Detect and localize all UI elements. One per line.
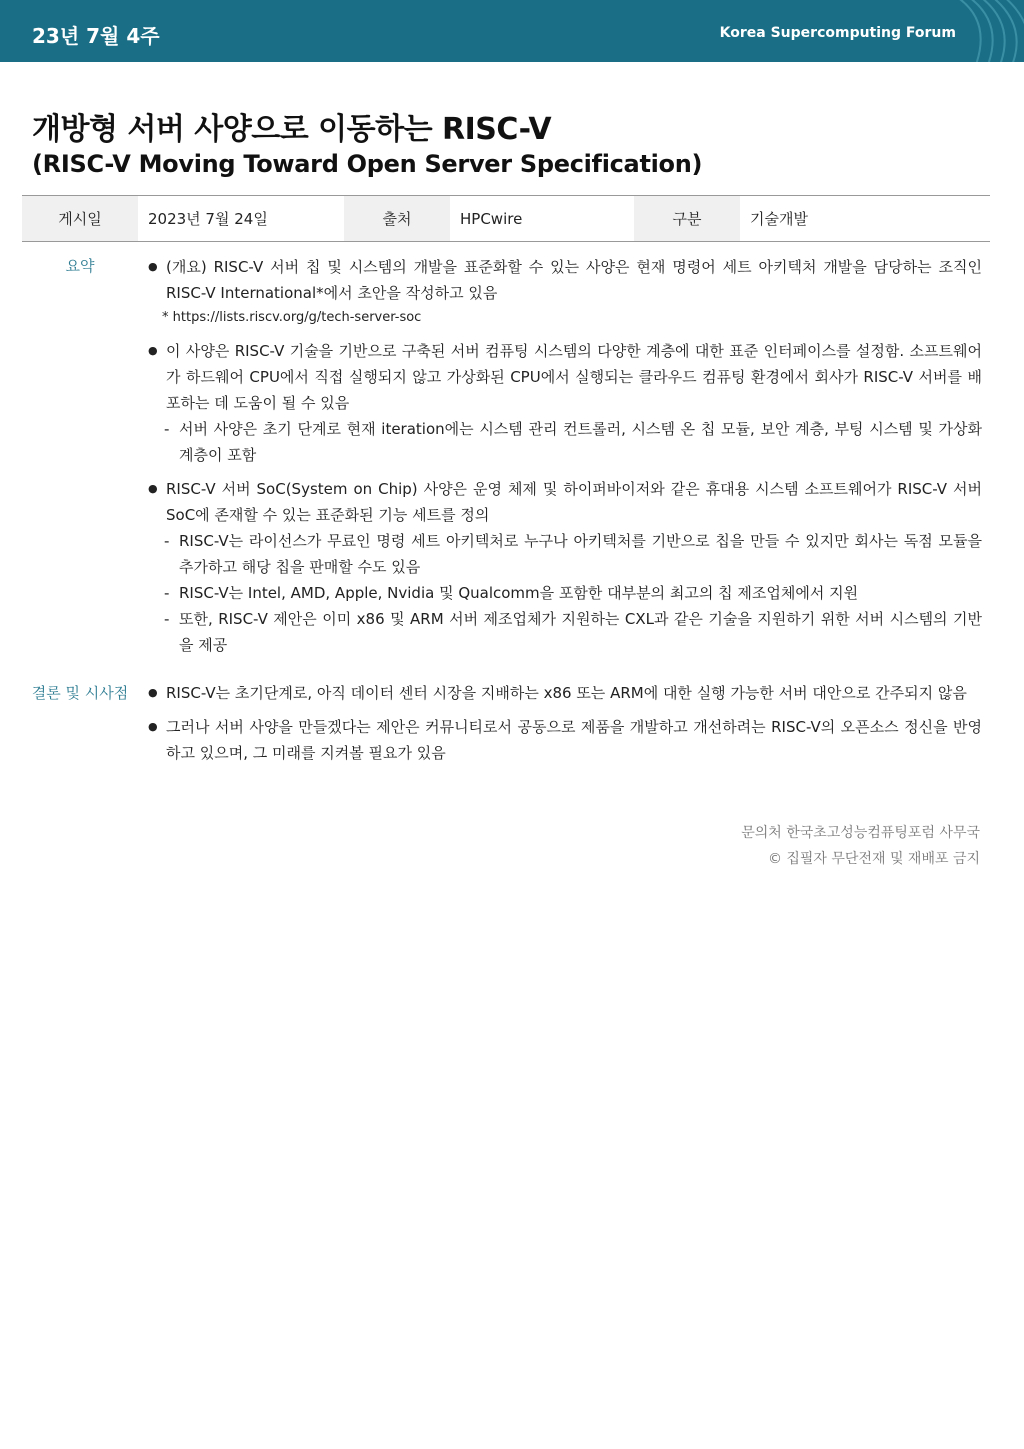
summary-bullet: ● (개요) RISC-V 서버 칩 및 시스템의 개발을 표준화할 수 있는 사양은 현재 명령어 세트 아키텍처 개발을 담당하는 조직인 RISC-V International*에서 초안을 작성하고 있음 bbox=[146, 254, 982, 306]
page-subtitle: (RISC-V Moving Toward Open Server Specification) bbox=[32, 150, 703, 178]
summary-bullet: ● 이 사양은 RISC-V 기술을 기반으로 구축된 서버 컴퓨팅 시스템의 다양한 계층에 대한 표준 인터페이스를 설정함. 소프트웨어가 하드웨어 CPU에서 직접 실행되지 않고 가상화된 CPU에서 실행되는 클라우드 컴퓨팅 환경에서 회사가 RISC-V 서버를 배포하는 데 도움이 될 수 있음 bbox=[146, 338, 982, 416]
conclusion-content bbox=[146, 680, 982, 766]
source-label: 출처 bbox=[344, 196, 450, 241]
footer bbox=[741, 820, 980, 872]
source-value: HPCwire bbox=[460, 209, 523, 228]
date-value: 2023년 7월 24일 bbox=[148, 210, 268, 228]
category-value: 기술개발 bbox=[750, 210, 808, 228]
date-label: 게시일 bbox=[22, 196, 138, 241]
header-bar bbox=[0, 0, 1024, 62]
header-forum-name: Korea Supercomputing Forum bbox=[719, 25, 956, 41]
footer-copyright: © 집필자 무단전재 및 재배포 금지 bbox=[767, 851, 980, 867]
conclusion-label: 결론 및 시사점 bbox=[31, 684, 129, 702]
meta-table bbox=[22, 195, 990, 242]
summary-label: 요약 bbox=[65, 257, 95, 275]
footer-contact: 문의처 한국초고성능컴퓨팅포럼 사무국 bbox=[741, 825, 980, 841]
summary-content bbox=[146, 254, 982, 658]
header-decoration-icon bbox=[934, 0, 1024, 62]
summary-sub-item: - RISC-V는 Intel, AMD, Apple, Nvidia 및 Qualcomm을 포함한 대부분의 최고의 칩 제조업체에서 지원 bbox=[146, 580, 982, 606]
summary-sub-item: - 또한, RISC-V 제안은 이미 x86 및 ARM 서버 제조업체가 지원하는 CXL과 같은 기술을 지원하기 위한 서버 시스템의 기반을 제공 bbox=[146, 606, 982, 658]
summary-sub-item: - 서버 사양은 초기 단계로 현재 iteration에는 시스템 관리 컨트롤러, 시스템 온 칩 모듈, 보안 계층, 부팅 시스템 및 가상화 계층이 포함 bbox=[146, 416, 982, 468]
header-week: 23년 7월 4주 bbox=[32, 24, 160, 48]
page-title: 개방형 서버 사양으로 이동하는 RISC-V bbox=[32, 112, 552, 147]
conclusion-bullet: ● RISC-V는 초기단계로, 아직 데이터 센터 시장을 지배하는 x86 또는 ARM에 대한 실행 가능한 서버 대안으로 간주되지 않음 bbox=[146, 680, 982, 706]
summary-sub-item: - RISC-V는 라이선스가 무료인 명령 세트 아키텍처로 누구나 아키텍처를 기반으로 칩을 만들 수 있지만 회사는 독점 모듈을 추가하고 해당 칩을 판매할 수도 있음 bbox=[146, 528, 982, 580]
summary-bullet: ● RISC-V 서버 SoC(System on Chip) 사양은 운영 체제 및 하이퍼바이저와 같은 휴대용 시스템 소프트웨어가 RISC-V 서버 SoC에 존재할 수 있는 표준화된 기능 세트를 정의 bbox=[146, 476, 982, 528]
summary-note: * https://lists.riscv.org/g/tech-server-soc bbox=[162, 310, 422, 325]
conclusion-bullet: ● 그러나 서버 사양을 만들겠다는 제안은 커뮤니티로서 공동으로 제품을 개발하고 개선하려는 RISC-V의 오픈소스 정신을 반영하고 있으며, 그 미래를 지켜볼 필요가 있음 bbox=[146, 714, 982, 766]
category-label: 구분 bbox=[634, 196, 740, 241]
